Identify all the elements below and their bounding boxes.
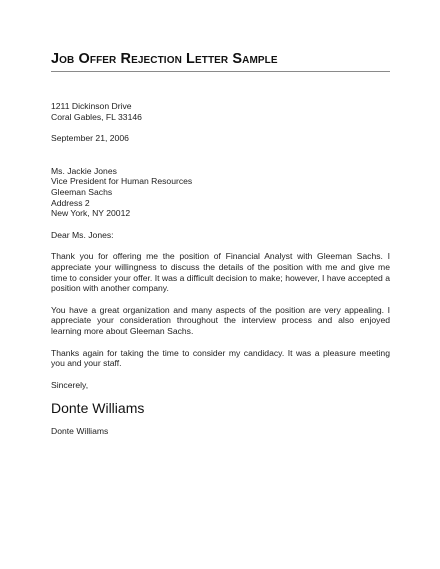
letter-body — [51, 101, 390, 437]
sender-city-state-zip: Coral Gables, FL 33146 — [51, 111, 142, 122]
signature: Donte Williams — [51, 400, 145, 417]
paragraph-1: Thank you for offering me the position of Financial Analyst with Gleeman Sachs. I appreciate your willingness to discuss the details of the position with me and give me time to consider your offer. It was a difficult decision to make; however, I have accepted a position with another company. — [51, 251, 390, 294]
printed-name: Donte Williams — [51, 426, 109, 437]
recipient-city-state-zip: New York, NY 20012 — [51, 208, 131, 219]
recipient-name: Ms. Jackie Jones — [51, 165, 117, 176]
recipient-address — [51, 166, 390, 219]
letter-date: September 21, 2006 — [51, 133, 129, 144]
document-title: Job Offer Rejection Letter Sample — [51, 51, 278, 67]
sender-street: 1211 Dickinson Drive — [51, 101, 132, 111]
title-divider — [51, 71, 390, 72]
sender-address — [51, 101, 390, 122]
closing: Sincerely, — [51, 379, 89, 390]
recipient-company: Gleeman Sachs — [51, 186, 113, 197]
salutation: Dear Ms. Jones: — [51, 229, 114, 240]
recipient-address-line: Address 2 — [51, 197, 90, 208]
paragraph-2: You have a great organization and many aspects of the position are very appealing. I appreciate your consideration throughout the interview process and also enjoyed learning more about Gleeman Sachs. — [51, 304, 390, 336]
recipient-title: Vice President for Human Resources — [51, 176, 193, 187]
paragraph-3: Thanks again for taking the time to consider my candidacy. It was a pleasure meeting you and your staff. — [51, 347, 390, 369]
